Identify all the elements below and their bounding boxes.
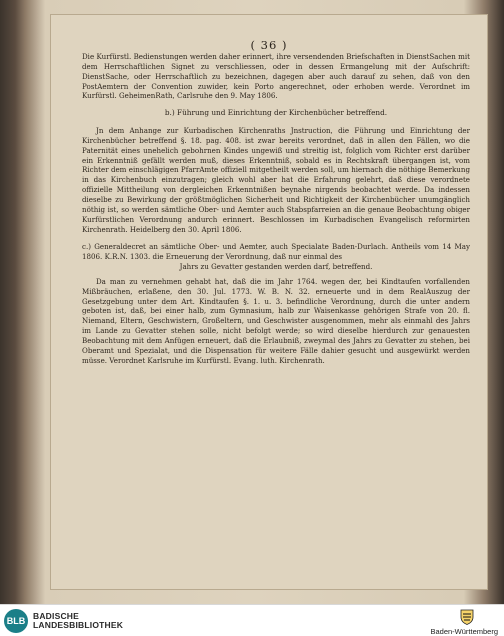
heading-b: b.) Führung und Einrichtung der Kirchenbücher betreffend.: [164, 108, 388, 118]
heading-c: [82, 242, 470, 272]
blb-logo-icon[interactable]: BLB: [4, 609, 28, 633]
page-text: [82, 52, 470, 365]
library-name[interactable]: [33, 612, 123, 630]
paragraph-b: Jn dem Anhange zur Kurbadischen Kirchenraths Jnstruction, die Führung und Einrichtung der Kirchenbücher betreffend §. 18. pag. 408. ist zwar bereits verordnet, daß in allen den Fällen, wo die Paternität eines unehelich gebohrnen Kindes ungewiß und streitig ist, folglich vom Richter erst darüber ein Erkenntniß gefällt werden muß, dieses Erkenntniß, sobald es in Rechtskraft übergangen ist, vom Richter dem einschlägigen PfarrAmte offiziell mitgetheilt werden soll, um hiernach die nöthige Bemerkung in das Kirchenbuch einzutragen; gleich wohl aber hat die Erfahrung gelehrt, daß diese verordnete offizielle Mittheilung von dergleichen Erkenntnißen beynahe nirgends beobachtet werde. Da indessen dieselbe zu Bewirkung der größtmöglichen Sicherheit und Richtigkeit der Kirchenbücher unumgänglich nöthig ist, so werden sämtliche Ober- und Aemter auch Stabspfarreien an die genaue Beobachtung obiger Kurfürstlichen Verordnung andurch erinnert. Beschlossen im Kurbadischen Evangelisch reformirten Kirchenrath. Heidelberg den 30. April 1806.: [82, 126, 470, 234]
library-name-line2: LANDESBIBLIOTHEK: [33, 620, 124, 630]
heading-c-line2: Jahrs zu Gevatter gestanden werden darf, betreffend.: [179, 262, 373, 272]
heading-c-line1: c.) Generaldecret an sämtliche Ober- und Aemter, auch Specialate Baden-Durlach. Antheils vom 14 May 1806. K.R.N. 1303. die Erneuerung der Verordnung, daß nur einmal des: [82, 242, 470, 262]
page-number: ( 36 ): [250, 38, 288, 52]
paragraph-a: Die Kurfürstl. Bedienstungen werden daher erinnert, ihre versendenden Briefschaften in DienstSachen mit dem Herrschaftlichen Signet zu verschliessen, oder in dessen Ermangelung mit der Aufschrift: DienstSache, oder Herrschaftlich zu bezeichnen, dagegen aber auch darauf zu sehen, daß von den PostAemtern der Convention zuwider, kein Porto angerechnet, oder erhoben werde. Verordnet im Kurfürstl. GeheimenRath, Carlsruhe den 9. May 1806.: [82, 52, 470, 101]
partner-name[interactable]: Baden-Württemberg: [430, 627, 498, 636]
library-name-line1: BADISCHE: [33, 611, 79, 621]
coat-of-arms-icon: [458, 608, 476, 626]
paragraph-c: Da man zu vernehmen gehabt hat, daß die im Jahr 1764. wegen der, bei Kindtaufen vorfallenden Mißbräuchen, erlaßene, den 30. Jul. 1773. W. B. N. 32. erneuerte und in dem RealAuszug der Gesetzgebung unter dem Art. Kindtaufen §. 1. u. 3. befindliche Verordnung, durch die unter andern geboten ist, daß, bei einer halb, zum Gymnasium, halb zur Waisenkasse gehörigen Strafe von 20. fl. Niemand, Eltern, Geschwistern, Großeltern, und Geschwister ausgenommen, mehr als einmahl des Jahrs im Lande zu Gevatter stehen solle, nicht befolgt werde; so wird dieselbe hierdurch zur genauesten Beobachtung mit dem Anfügen erneuert, daß die Erlaubniß, zweymal des Jahrs zu Gevatter zu stehen, bei Oberamt und Spezialat, und die Dispensation für weitere Fälle dahier gesucht und ausgewürkt werden müsse. Verordnet Karlsruhe im Kurfürstl. Evang. luth. Kirchenrath.: [82, 276, 470, 365]
footer-bar: [0, 604, 504, 636]
